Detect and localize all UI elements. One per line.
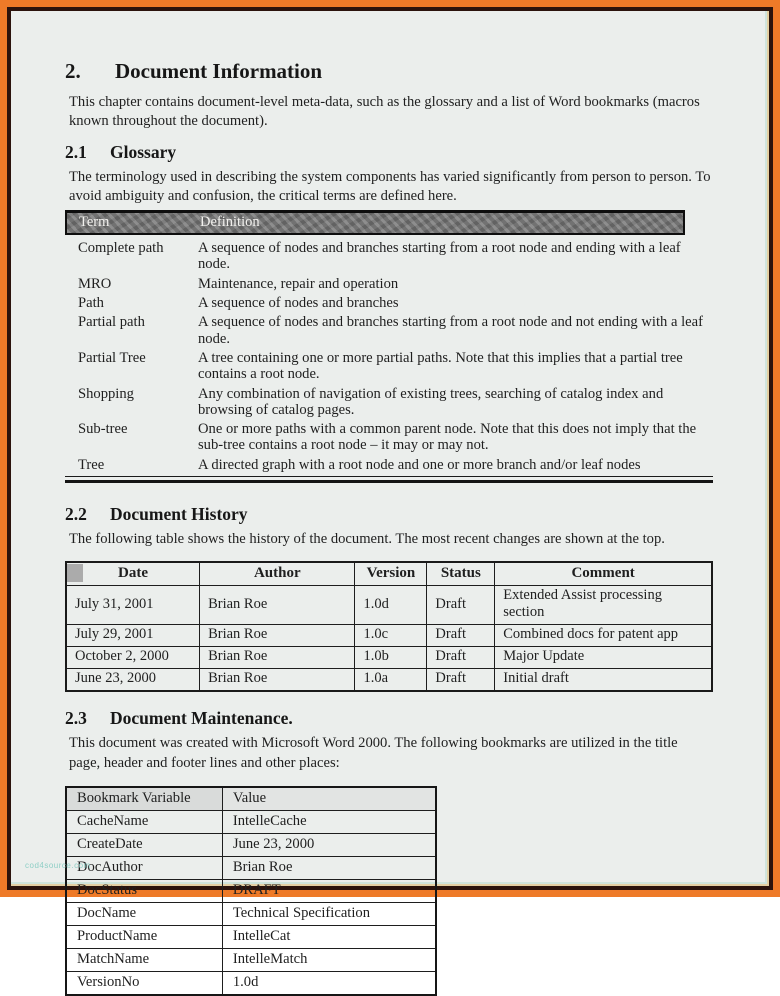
bookmark-row — [66, 879, 436, 902]
glossary-term: Partial Tree — [78, 349, 146, 366]
glossary-row — [65, 313, 713, 349]
glossary-definition: A directed graph with a root node and one or more branch and/or leaf nodes — [198, 456, 641, 473]
history-row — [66, 586, 712, 625]
document-history-table — [65, 561, 713, 692]
history-status: Draft — [427, 647, 495, 669]
section-number: 2. — [65, 59, 81, 83]
history-header-version: Version — [355, 562, 427, 586]
section-heading-document-history — [65, 504, 711, 525]
history-header-comment: Comment — [495, 562, 712, 586]
glossary-row — [65, 275, 713, 294]
history-header-author: Author — [200, 562, 355, 586]
bookmark-variable: VersionNo — [66, 971, 222, 995]
document-information-intro: This chapter contains document-level meta-data, such as the glossary and a list of Word bookmarks (macros known throughout the document). — [69, 94, 700, 130]
bookmark-value: DRAFT — [222, 879, 436, 902]
bookmark-value: 1.0d — [222, 971, 436, 995]
bookmark-value: IntelleMatch — [222, 948, 436, 971]
history-date: October 2, 2000 — [66, 647, 200, 669]
bookmark-value: IntelleCache — [222, 810, 436, 833]
history-comment: Major Update — [495, 647, 712, 669]
bookmark-header-row — [66, 787, 436, 811]
glossary-term: Sub-tree — [78, 421, 128, 438]
section-title: Document Maintenance. — [110, 708, 293, 729]
history-comment: Extended Assist processing section — [495, 586, 712, 625]
glossary-header-definition: Definition — [200, 214, 260, 231]
glossary-term: Partial path — [78, 314, 145, 331]
bookmark-row — [66, 948, 436, 971]
bookmark-variable: MatchName — [66, 948, 222, 971]
glossary-term: Tree — [78, 456, 105, 473]
document-history-intro: The following table shows the history of the document. The most recent changes are shown at the top. — [69, 531, 665, 548]
section-title: Document Information — [115, 59, 323, 83]
history-author: Brian Roe — [200, 625, 355, 647]
history-version: 1.0c — [355, 625, 427, 647]
section-title: Glossary — [110, 141, 177, 162]
document-page — [11, 11, 769, 990]
history-author: Brian Roe — [200, 669, 355, 692]
bookmark-value: June 23, 2000 — [222, 833, 436, 856]
bookmark-header-variable: Bookmark Variable — [66, 787, 222, 811]
glossary-term: Complete path — [78, 240, 164, 257]
watermark-text: cod4source.com — [25, 861, 91, 870]
history-header-status: Status — [427, 562, 495, 586]
bookmark-table — [65, 786, 437, 996]
glossary-row — [65, 456, 713, 477]
section-heading-glossary — [65, 142, 711, 163]
history-date: July 31, 2001 — [66, 586, 200, 625]
bookmark-header-value: Value — [222, 787, 436, 811]
bookmark-variable: DocAuthor — [66, 856, 222, 879]
bookmark-row — [66, 833, 436, 856]
history-comment: Initial draft — [495, 669, 712, 692]
history-status: Draft — [427, 625, 495, 647]
history-version: 1.0b — [355, 647, 427, 669]
history-header-row — [66, 562, 712, 586]
section-title: Document History — [110, 504, 248, 525]
bookmark-row — [66, 925, 436, 948]
glossary-term: Path — [78, 295, 104, 312]
glossary-intro: The terminology used in describing the system components has varied significantly from person to person. To avoid ambiguity and confusion, the critical terms are defined here. — [69, 168, 711, 204]
glossary-rows — [65, 235, 713, 483]
section-number: 2.2 — [65, 504, 87, 525]
glossary-definition: A sequence of nodes and branches — [198, 295, 399, 312]
history-status: Draft — [427, 586, 495, 625]
bookmark-row — [66, 810, 436, 833]
history-comment: Combined docs for patent app — [495, 625, 712, 647]
bookmark-row — [66, 971, 436, 995]
glossary-row — [65, 385, 713, 421]
glossary-definition: Maintenance, repair and operation — [198, 275, 399, 292]
glossary-definition: Any combination of navigation of existing trees, searching of catalog index and browsing of catalog pages. — [198, 385, 664, 418]
glossary-definition: One or more paths with a common parent node. Note that this does not imply that the sub-tree contains a root node – it may or may not. — [198, 421, 697, 454]
section-heading-document-maintenance — [65, 708, 711, 729]
history-author: Brian Roe — [200, 647, 355, 669]
section-heading-document-information — [65, 59, 711, 84]
glossary-row — [65, 239, 713, 275]
glossary-header-row — [65, 210, 685, 235]
history-header-date: Date — [66, 562, 200, 586]
glossary-row — [65, 349, 713, 385]
glossary-term: MRO — [78, 275, 112, 292]
glossary-header-term: Term — [79, 214, 110, 231]
bookmark-variable: DocStatus — [66, 879, 222, 902]
glossary-row — [65, 294, 713, 313]
glossary-table — [65, 210, 711, 483]
history-author: Brian Roe — [200, 586, 355, 625]
history-row — [66, 669, 712, 692]
history-row — [66, 625, 712, 647]
bookmark-variable: CacheName — [66, 810, 222, 833]
history-date: June 23, 2000 — [66, 669, 200, 692]
glossary-definition: A sequence of nodes and branches starting from a root node and not ending with a leaf node. — [198, 314, 703, 347]
history-version: 1.0d — [355, 586, 427, 625]
history-status: Draft — [427, 669, 495, 692]
bookmark-variable: CreateDate — [66, 833, 222, 856]
bookmark-variable: DocName — [66, 902, 222, 925]
bookmark-row — [66, 902, 436, 925]
section-number: 2.3 — [65, 708, 87, 729]
glossary-definition: A sequence of nodes and branches starting from a root node and ending with a leaf node. — [198, 240, 681, 273]
bookmark-value: Technical Specification — [222, 902, 436, 925]
history-version: 1.0a — [355, 669, 427, 692]
bookmark-variable: ProductName — [66, 925, 222, 948]
history-date: July 29, 2001 — [66, 625, 200, 647]
glossary-row — [65, 420, 713, 456]
bookmark-row — [66, 856, 436, 879]
bookmark-value: IntelleCat — [222, 925, 436, 948]
bookmark-value: Brian Roe — [222, 856, 436, 879]
history-row — [66, 647, 712, 669]
glossary-definition: A tree containing one or more partial paths. Note that this implies that a partial tree contains a root node. — [198, 349, 683, 383]
glossary-term: Shopping — [78, 385, 134, 402]
section-number: 2.1 — [65, 141, 87, 162]
document-maintenance-intro: This document was created with Microsoft Word 2000. The following bookmarks are utilized in the title page, header and footer lines and other places: — [69, 735, 678, 771]
